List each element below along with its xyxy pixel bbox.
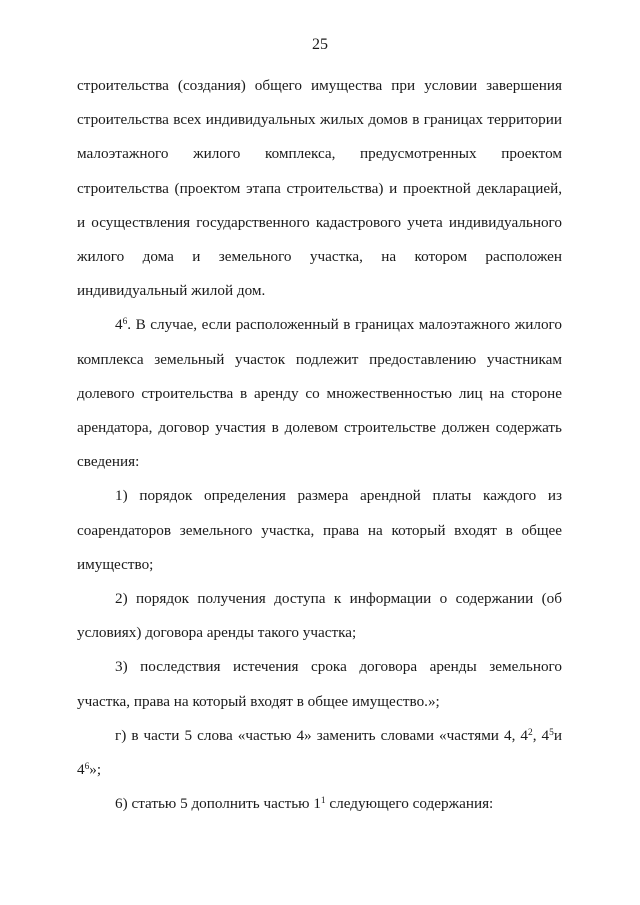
paragraph-amendment-g	[77, 719, 562, 787]
amendment-text-a: г) в части 5 слова «частью 4» заменить словами «частями 4, 4	[115, 726, 529, 744]
amendment-6-text-a: 6) статью 5 дополнить частью 1	[115, 795, 321, 813]
document-body	[77, 69, 562, 821]
paragraph-clause-4-6	[77, 308, 562, 479]
superscript-a: 2	[528, 727, 533, 738]
amendment-text-c: и 4	[77, 726, 562, 779]
superscript-b: 5	[549, 727, 554, 738]
amendment-text-d: »;	[89, 761, 102, 779]
list-item-3: 3) последствия истечения срока договора аренды земельного участка, права на который входят в общее имущество.»;	[77, 658, 562, 710]
superscript-c: 6	[84, 761, 90, 772]
clause-text: . В случае, если расположенный в границах малоэтажного жилого комплекса земельный участок подлежит предоставлению участникам долевого строительства в аренду со множественностью лиц на стороне арендатора, договор участия в долевом строительстве должен содержать сведения:	[77, 316, 562, 471]
list-item-2: 2) порядок получения доступа к информации о содержании (об условиях) договора аренды такого участка;	[77, 590, 562, 642]
list-item-1: 1) порядок определения размера арендной платы каждого из соарендаторов земельного участка, права на который входят в общее имущество;	[77, 487, 562, 573]
amendment-6-superscript: 1	[320, 796, 326, 807]
page-number: 25	[312, 36, 328, 53]
paragraph-1: строительства (создания) общего имущества при условии завершения строительства всех индивидуальных жилых домов в границах территории малоэтажного жилого комплекса, предусмотренных проектом строительства (проектом этапа строительства) и проектной декларацией, и осуществления государственного кадастрового учета индивидуального жилого дома и земельного участка, на котором расположен индивидуальный жилой дом.	[77, 77, 562, 300]
clause-number: 4	[115, 316, 123, 334]
paragraph-amendment-6	[77, 787, 562, 821]
clause-number-superscript: 6	[122, 317, 128, 328]
amendment-text-b: , 4	[532, 726, 550, 744]
amendment-6-text-b: следующего содержания:	[325, 795, 494, 813]
